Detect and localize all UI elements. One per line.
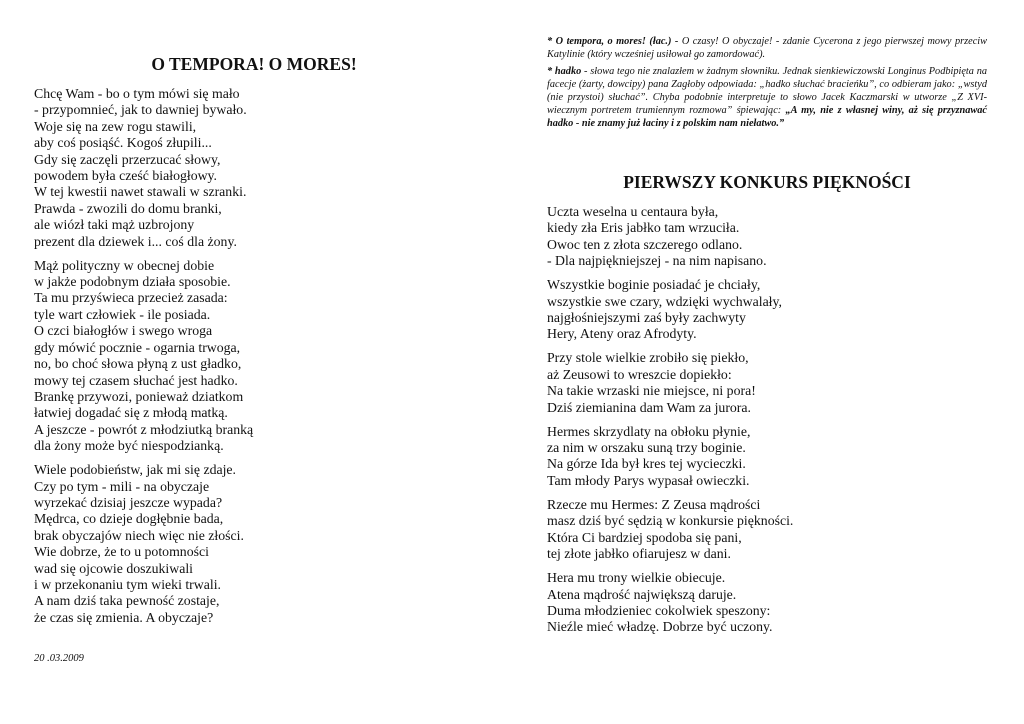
poem-line: Hery, Ateny oraz Afrodyty. <box>547 326 697 342</box>
poem-line: Przy stole wielkie zrobiło się piekło, <box>547 350 749 366</box>
poem-line: Nieźle mieć władzę. Dobrze być uczony. <box>547 619 773 635</box>
poem-line: dla żony może być niespodzianką. <box>34 438 224 454</box>
poem-date: 20 .03.2009 <box>34 653 84 664</box>
poem-line: za nim w orszaku suną trzy boginie. <box>547 440 746 456</box>
poem-line: Na górze Ida był kres tej wycieczki. <box>547 456 746 472</box>
stanza <box>547 277 793 343</box>
poem-line: tyle wart człowiek - ile posiada. <box>34 306 211 322</box>
poem-line: Na takie wrzaski nie miejsce, ni pora! <box>547 383 756 399</box>
poem-line: Dziś ziemianina dam Wam za jurora. <box>547 399 751 415</box>
footnote-text: O czasy! O obyczaje! - zdanie Cycerona z jego pierwszej mowy przeciw Katylinie (który wcześniej usiłował go zamordować). <box>547 36 987 60</box>
poem-line: mowy tej czasem słuchać jest hadko. <box>34 372 238 388</box>
stanza <box>34 258 253 455</box>
poem-line: Hermes skrzydlaty na obłoku płynie, <box>547 423 751 439</box>
footnote-text: - słowa tego nie znalazłem w żadnym słowniku. Jednak sienkiewiczowski Longinus Podbipięta na facecje (żarty, dowcipy) pana Zagłoby odpowiada: „hadko słuchać bracieńku”, co odbieram jako: „wstyd (nie przystoi) słuchać”. Chyba podobnie interpretuje to słowo Jacek Kaczmarski w utworze „Z XVI-wiecznym portretem trumiennym rozmowa” śpiewając: <box>547 66 988 116</box>
poem-line: A jeszcze - powrót z młodziutką branką <box>34 421 254 437</box>
poem-line: Która Ci bardziej spodoba się pani, <box>547 529 742 545</box>
stanza <box>547 204 793 270</box>
poem-line: W tej kwestii nawet stawali w szranki. <box>34 184 247 200</box>
footnote-quote: „A my, nie z własnej winy, aż się przyznawać hadko - nie znamy już łaciny i z polskim nam niełatwo.” <box>547 105 987 129</box>
poem-line: wszystkie swe czary, wdzięki wychwalały, <box>547 293 782 309</box>
poem-line: Gdy się zaczęli przerzucać słowy, <box>34 151 221 167</box>
poem-body-konkurs <box>547 204 793 643</box>
poem-line: no, bo choć słowa płyną z ust gładko, <box>34 356 242 372</box>
poem-line: Duma młodzieniec cokolwiek speszony: <box>547 602 771 618</box>
poem-line: wyrzekać dzisiaj jeszcze wypada? <box>34 494 223 510</box>
footnotes <box>547 35 987 134</box>
poem-line: łatwiej dogadać się z młodą matką. <box>34 405 228 421</box>
poem-line: prezent dla dziewek i... coś dla żony. <box>34 233 237 249</box>
poem-line: Rzecze mu Hermes: Z Zeusa mądrości <box>547 496 761 512</box>
poem-line: Chcę Wam - bo o tym mówi się mało <box>34 86 240 101</box>
poem-line: Tam młody Parys wypasał owieczki. <box>547 472 750 488</box>
footnote-hadko <box>547 65 987 130</box>
poem-line: w jakże podobnym działa sposobie. <box>34 274 231 290</box>
poem-line: najgłośniejszymi zaś były zachwyty <box>547 310 746 326</box>
poem-line: kiedy zła Eris jabłko tam wrzuciła. <box>547 220 740 236</box>
poem-title-o-tempora: O TEMPORA! O MORES! <box>151 54 357 74</box>
poem-line: Owoc ten z złota szczerego odlano. <box>547 236 743 252</box>
poem-line: że czas się zmienia. A obyczaje? <box>34 609 214 625</box>
poem-line: Wiele podobieństw, jak mi się zdaje. <box>34 462 236 478</box>
poem-line: - Dla najpiękniejszej - na nim napisano. <box>547 253 767 269</box>
poem-line: Czy po tym - mili - na obyczaje <box>34 478 210 494</box>
poem-line: Mędrca, co dzieje dogłębnie bada, <box>34 511 224 527</box>
poem-line: Wszystkie boginie posiadać je chciały, <box>547 277 761 293</box>
poem-line: aby coś posiąść. Kogoś złupili... <box>34 135 212 151</box>
poem-line: Ta mu przyświeca przecież zasada: <box>34 290 228 306</box>
poem-line: - przypomnieć, jak to dawniej bywało. <box>34 102 247 118</box>
footnote-head: * hadko <box>547 66 582 77</box>
poem-line: tej złote jabłko ofiarujesz w dani. <box>547 546 731 562</box>
poem-line: Mąż polityczny w obecnej dobie <box>34 257 215 273</box>
poem-line: Wie dobrze, że to u potomności <box>34 544 209 560</box>
poem-line: Brankę przywozi, ponieważ dziatkom <box>34 388 244 404</box>
poem-line: Atena mądrość największą daruje. <box>547 586 737 602</box>
poem-line: A nam dziś taka pewność zostaje, <box>34 593 220 609</box>
poem-line: Prawda - zwozili do domu branki, <box>34 200 222 216</box>
poem-line: powodem była cześć białogłowy. <box>34 168 218 184</box>
stanza <box>547 497 793 563</box>
poem-body-o-tempora <box>34 86 253 634</box>
poem-line: gdy mówić pocznie - ogarnia trwoga, <box>34 339 241 355</box>
poem-line: aż Zeusowi to wreszcie dopiekło: <box>547 366 732 382</box>
poem-line: ale wiózł taki mąż uzbrojony <box>34 217 195 233</box>
stanza <box>34 462 253 626</box>
poem-line: brak obyczajów niech więc nie złości. <box>34 527 244 543</box>
poem-line: masz dziś być sędzią w konkursie piękności. <box>547 513 794 529</box>
footnote-o-tempora <box>547 35 987 61</box>
poem-line: Woje się na zew rogu stawili, <box>34 118 197 134</box>
poem-line: O czci białogłów i swego wroga <box>34 323 213 339</box>
stanza <box>547 350 793 416</box>
stanza <box>547 424 793 490</box>
poem-line: Hera mu trony wielkie obiecuje. <box>547 570 726 586</box>
poem-title-konkurs: PIERWSZY KONKURS PIĘKNOŚCI <box>623 172 911 192</box>
poem-line: i w przekonaniu tym wieki trwali. <box>34 576 221 592</box>
footnote-head: * O tempora, o mores! (łac.) - <box>547 36 682 47</box>
poem-line: wad się ojcowie doszukiwali <box>34 560 194 576</box>
stanza <box>547 570 793 636</box>
stanza <box>34 86 253 250</box>
poem-line: Uczta weselna u centaura była, <box>547 204 719 219</box>
